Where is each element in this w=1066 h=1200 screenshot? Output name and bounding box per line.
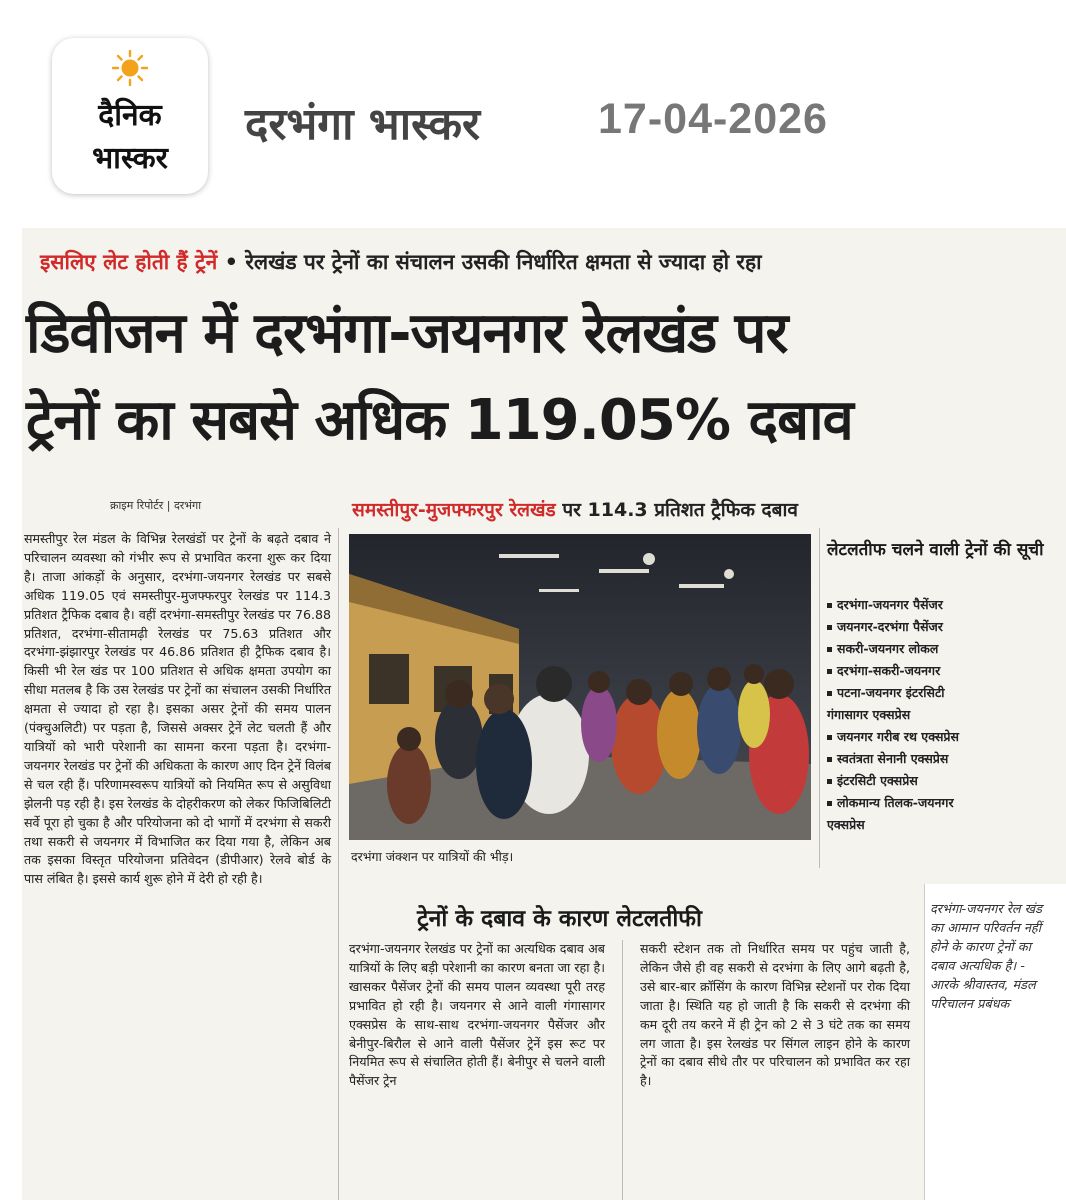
newspaper-clipping: [22, 228, 1066, 1200]
edition-date: 17-04-2026: [598, 95, 828, 143]
list-item-label: पटना-जयनगर इंटरसिटी: [837, 685, 945, 700]
byline: क्राइम रिपोर्टर | दरभंगा: [110, 499, 202, 512]
kicker: [40, 248, 762, 276]
sun-icon: [112, 50, 148, 86]
list-item-label: दरभंगा-जयनगर पैसेंजर: [837, 597, 943, 612]
list-item-label: इंटरसिटी एक्सप्रेस: [837, 773, 918, 788]
station-crowd-photo: [349, 534, 811, 840]
list-item: [827, 770, 1059, 792]
list-item: [827, 682, 1059, 704]
list-item: [827, 748, 1059, 770]
list-item-label: सकरी-जयनगर लोकल: [837, 641, 939, 656]
list-item-label: जयनगर गरीब रथ एक्सप्रेस: [837, 729, 959, 744]
list-item-label: जयनगर-दरभंगा पैसेंजर: [837, 619, 943, 634]
bullet-icon: [827, 625, 832, 630]
list-item: [827, 792, 1059, 814]
bullet-icon: [827, 801, 832, 806]
lead-paragraph: समस्तीपुर रेल मंडल के विभिन्न रेलखंडों पर ट्रेनों के बढ़ते दबाव ने परिचालन व्यवस्था को गंभीर रूप से प्रभावित करना शुरू कर दिया है। ताजा आंकड़ों के अनुसार, दरभंगा-जयनगर रेलखंड पर सबसे अधिक 119.05 एवं समस्तीपुर-मुजफ्फरपुर रेलखंड पर 114.3 प्रतिशत ट्रैफिक दबाव है। वहीं दरभंगा-समस्तीपुर रेलखंड पर 76.88 प्रतिशत, दरभंगा-सीतामढ़ी रेलखंड पर 75.63 प्रतिशत और दरभंगा-झंझारपुर रेलखंड पर 46.86 प्रतिशत ही ट्रैफिक दबाव है। किसी भी रेल खंड पर 100 प्रतिशत से अधिक क्षमता उपयोग का सीधा मतलब है कि उस रेलखंड पर ट्रेनों का संचालन उसकी निर्धारित क्षमता से ज्यादा हो रहा है। इसका असर ट्रेनों की समय पालन (पंक्चुअलिटी) पर पड़ता है, जिससे अक्सर ट्रेनें लेट चलती हैं और यात्रियों को भारी परेशानी का सामना करना पड़ता है। दरभंगा-जयनगर रेलखंड पर ट्रेनों की अधिकता के कारण आए दिन ट्रेनें विलंब से चल रही हैं। परिणामस्वरूप यात्रियों को नियमित रूप से असुविधा झेलनी पड़ रही है। इस रेलखंड के दोहरीकरण को लेकर फिजिबिलिटी सर्वे पूरा हो चुका है और परियोजना को दो भागों में दरभंगा से सकरी तथा सकरी से जयनगर में विभाजित कर दिया गया है, लेकिन अब तक इसका विस्तृत परियोजना प्रतिवेदन (डीपीआर) रेलवे बोर्ड के पास लंबित है। इससे कार्य शुरू होने में देरी हो रही है।: [24, 531, 331, 887]
kicker-highlight: इसलिए लेट होती हैं ट्रेनें: [40, 250, 218, 274]
dainik-bhaskar-logo[interactable]: [52, 38, 208, 194]
app-header: [0, 0, 1066, 225]
headline-line-1: डिवीजन में दरभंगा-जयनगर रेलखंड पर: [26, 301, 788, 366]
section-heading: ट्रेनों के दबाव के कारण लेटलतीफी: [417, 906, 702, 932]
subhead-text: पर 114.3 प्रतिशत ट्रैफिक दबाव: [562, 499, 798, 521]
list-item-label: स्वतंत्रता सेनानी एक्सप्रेस: [837, 751, 949, 766]
kicker-bullet: •: [224, 250, 239, 274]
official-quote: दरभंगा-जयनगर रेल खंड का आमान परिवर्तन नहीं होने के कारण ट्रेनों का दबाव अत्यधिक है। - आरके श्रीवास्तव, मंडल परिचालन प्रबंधक: [930, 902, 1042, 1012]
sidebar-title: लेटलतीफ चलने वाली ट्रेनों की सूची: [827, 540, 1044, 560]
list-item-label: गंगासागर एक्सप्रेस: [827, 707, 911, 722]
logo-text-bhaskar: भास्कर: [92, 141, 168, 176]
bullet-icon: [827, 603, 832, 608]
photo-caption: दरभंगा जंक्शन पर यात्रियों की भीड़।: [351, 849, 514, 864]
bullet-icon: [827, 757, 832, 762]
list-item: [827, 638, 1059, 660]
kicker-text: रेलखंड पर ट्रेनों का संचालन उसकी निर्धारित क्षमता से ज्यादा हो रहा: [245, 250, 762, 274]
subheadline: [352, 496, 798, 522]
list-item: [827, 704, 1059, 726]
column-divider: [622, 940, 623, 1200]
bullet-icon: [827, 735, 832, 740]
list-item: [827, 814, 1059, 836]
bullet-icon: [827, 779, 832, 784]
bullet-icon: [827, 691, 832, 696]
body-column-2: सकरी स्टेशन तक तो निर्धारित समय पर पहुंच जाती है, लेकिन जैसे ही वह सकरी से दरभंगा के लिए आगे बढ़ती है, उसे बार-बार क्रॉसिंग के कारण विभिन्न स्टेशनों पर रोक दिया जाता है। स्थिति यह हो जाती है कि सकरी से दरभंगा की कम दूरी तय करने में ही ट्रेन को 2 से 3 घंटे तक का समय लग जाता है। इस रेलखंड पर सिंगल लाइन होने के कारण ट्रेनों का दबाव सीधे तौर पर परिचालन को प्रभावित कर रहा है।: [640, 941, 910, 1089]
list-item: [827, 616, 1059, 638]
list-item: [827, 660, 1059, 682]
list-item: [827, 726, 1059, 748]
column-divider: [338, 528, 339, 1200]
list-item-label: दरभंगा-सकरी-जयनगर: [837, 663, 941, 678]
list-item-label: लोकमान्य तिलक-जयनगर: [837, 795, 954, 810]
headline-line-2: ट्रेनों का सबसे अधिक 119.05% दबाव: [26, 388, 853, 453]
photo-illustration: [349, 534, 811, 840]
list-item: [827, 594, 1059, 616]
list-item-label: एक्सप्रेस: [827, 817, 865, 832]
sidebar-divider: [819, 528, 820, 868]
late-trains-list: [827, 594, 1059, 836]
subhead-highlight: समस्तीपुर-मुजफ्फरपुर रेलखंड: [352, 499, 556, 521]
bullet-icon: [827, 669, 832, 674]
logo-text-dainik: दैनिक: [98, 98, 162, 133]
edition-title: दरभंगा भास्कर: [245, 99, 481, 150]
body-column-1: दरभंगा-जयनगर रेलखंड पर ट्रेनों का अत्यधिक दबाव अब यात्रियों के लिए बड़ी परेशानी का कारण बनता जा रहा है। खासकर पैसेंजर ट्रेनों की समय पालन व्यवस्था पूरी तरह प्रभावित हो रही है। जयनगर से आने वाली गंगासागर एक्सप्रेस के साथ-साथ दरभंगा-जयनगर पैसेंजर और बेनीपुर-बिरौल से आने वाली पैसेंजर ट्रेनें इस रूट पर नियमित रूप से संचालित होती हैं। बेनीपुर से चलने वाली पैसेंजर ट्रेन: [349, 941, 605, 1089]
bullet-icon: [827, 647, 832, 652]
